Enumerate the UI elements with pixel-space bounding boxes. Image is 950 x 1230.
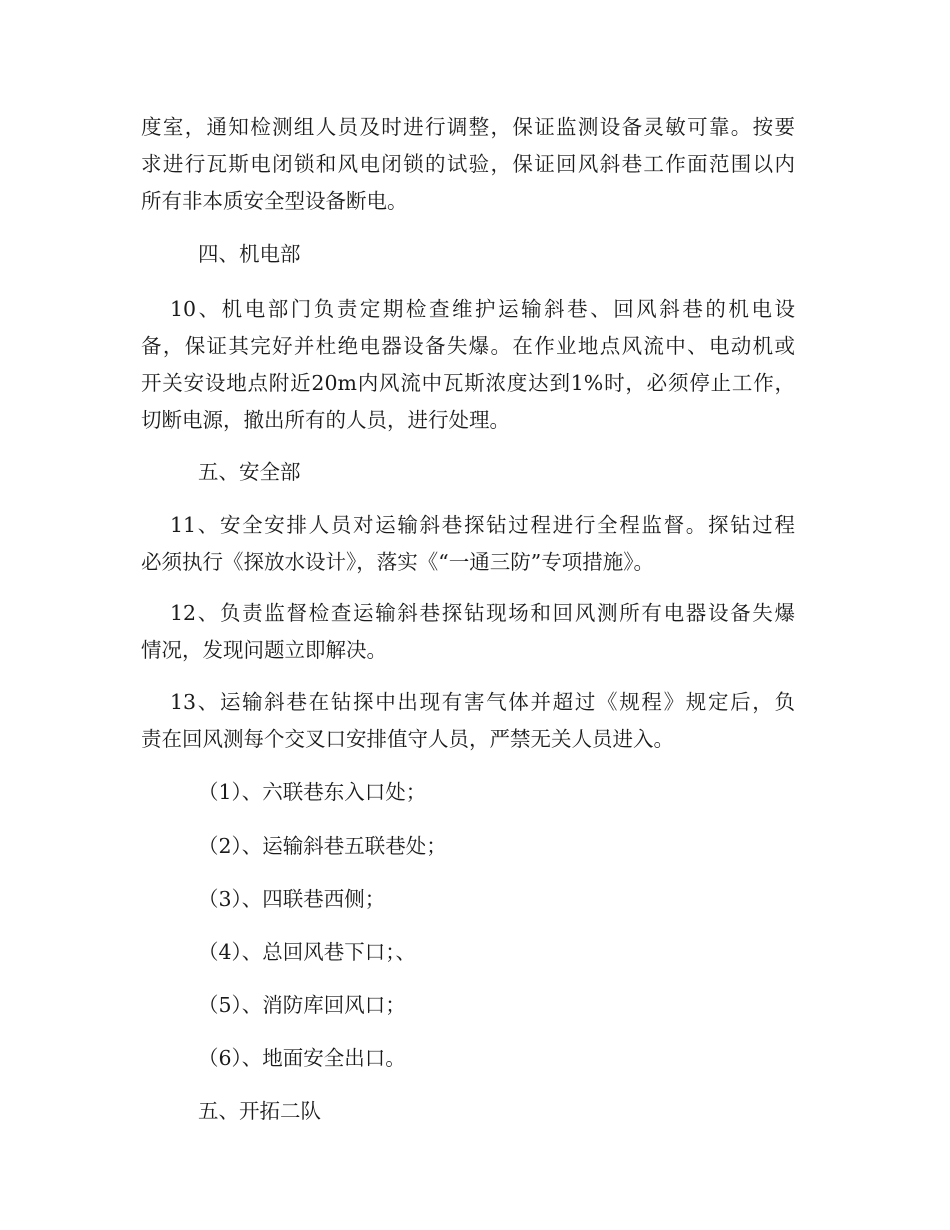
- list-item: （3）、四联巷西侧；: [198, 887, 386, 911]
- text-line: 度室，通知检测组人员及时进行调整，保证监测设备灵敏可靠。按要: [141, 115, 795, 139]
- text-line: 备，保证其完好并杜绝电器设备失爆。在作业地点风流中、电动机或: [141, 334, 795, 358]
- text-line: 10、机电部门负责定期检查维护运输斜巷、回风斜巷的机电设: [170, 297, 795, 321]
- text-line: 切断电源，撤出所有的人员，进行处理。: [141, 408, 510, 432]
- section-heading: 五、开拓二队: [198, 1099, 321, 1123]
- list-item: （1）、六联巷东入口处；: [198, 780, 427, 804]
- text-line: 所有非本质安全型设备断电。: [141, 189, 408, 213]
- list-item: （6）、地面安全出口。: [198, 1046, 406, 1070]
- text-line: 开关安设地点附近20m内风流中瓦斯浓度达到1%时，必须停止工作，: [141, 371, 795, 395]
- list-item: （4）、总回风巷下口；、: [198, 940, 417, 964]
- section-heading: 五、安全部: [198, 460, 301, 484]
- list-item: （5）、消防库回风口；: [198, 993, 406, 1017]
- text-line: 11、安全安排人员对运输斜巷探钻过程进行全程监督。探钻过程: [170, 513, 795, 537]
- text-line: 13、运输斜巷在钻探中出现有害气体并超过《规程》规定后，负: [170, 690, 795, 714]
- text-line: 情况，发现问题立即解决。: [141, 638, 387, 662]
- text-line: 求进行瓦斯电闭锁和风电闭锁的试验，保证回风斜巷工作面范围以内: [141, 152, 795, 176]
- text-line: 12、负责监督检查运输斜巷探钻现场和回风测所有电器设备失爆: [170, 601, 795, 625]
- text-line: 责在回风测每个交叉口安排值守人员，严禁无关人员进入。: [141, 727, 674, 751]
- text-line: 必须执行《探放水设计》，落实《“一通三防”专项措施》。: [141, 550, 654, 574]
- section-heading: 四、机电部: [198, 242, 301, 266]
- list-item: （2）、运输斜巷五联巷处；: [198, 834, 447, 858]
